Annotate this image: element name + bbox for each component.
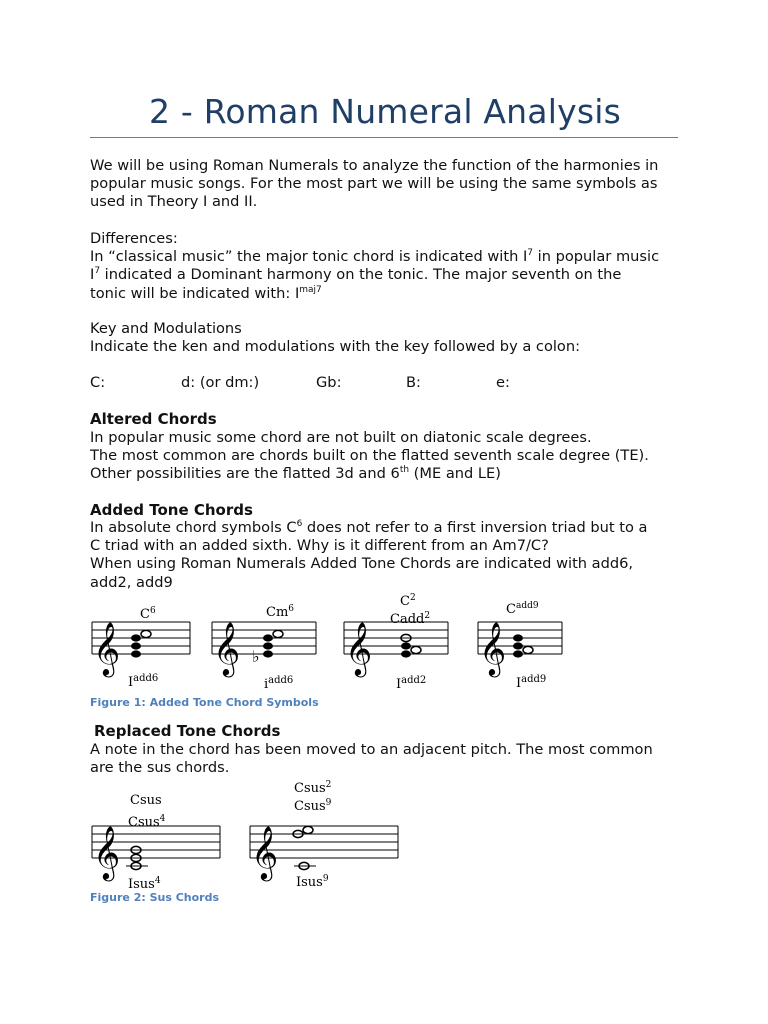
flat-sign-icon: ♭: [252, 647, 260, 666]
added-line-3: When using Roman Numerals Added Tone Chords are indicated with add6,: [90, 555, 634, 573]
altered-line-3: Other possibilities are the flatted 3d and 6th (ME and LE): [90, 465, 501, 483]
chord-staff: [212, 604, 316, 692]
chord-symbol-label: $C^{add9}$: [506, 601, 539, 617]
chord-symbol-alt-label: Csus$^4$: [128, 814, 166, 830]
figure-2-caption: Figure 2: Sus Chords: [90, 891, 220, 904]
roman-numeral-label: $I^{add9}$: [516, 674, 547, 691]
roman-numeral-label: Isus$^9$: [296, 874, 329, 890]
key-example: Gb:: [316, 374, 342, 391]
key-example: C:: [90, 374, 106, 391]
keys-description: Indicate the ken and modulations with the key followed by a colon:: [90, 338, 581, 356]
roman-numeral-label: $i^{add6}$: [264, 675, 294, 692]
page-title: 2 - Roman Numeral Analysis: [149, 92, 621, 131]
differences-paragraph: [90, 230, 690, 303]
keys-label: Key and Modulations: [90, 320, 242, 337]
intro-line-2: popular music songs. For the most part we will be using the same symbols as: [90, 175, 658, 193]
key-example: e:: [496, 374, 510, 391]
roman-numeral-label: $I^{add2}$: [396, 675, 427, 692]
keys-paragraph: [90, 320, 690, 356]
chord-symbol-label: Cm$^6$: [266, 604, 295, 620]
treble-clef-icon: 𝄞: [345, 621, 373, 675]
differences-line-3: tonic will be indicated with: $I^{maj7}$: [90, 284, 322, 302]
chord-staff: [250, 780, 398, 890]
key-example: d: (or dm:): [181, 374, 260, 391]
chord-staff: [344, 593, 448, 692]
added-line-4: add2, add9: [90, 573, 173, 591]
altered-line-1: In popular music some chord are not built on diatonic scale degrees.: [90, 429, 592, 446]
chord-symbol-label: $C^2$: [400, 593, 416, 609]
chord-staff: [478, 601, 562, 691]
roman-numeral-label: $I^{add6}$: [128, 673, 159, 690]
treble-clef-icon: 𝄞: [93, 825, 121, 879]
chord-staff: [92, 606, 190, 690]
replaced-line-2: are the sus chords.: [90, 759, 230, 777]
figure-1-caption: Figure 1: Added Tone Chord Symbols: [90, 696, 319, 709]
altered-chords-heading: Altered Chords: [90, 410, 217, 428]
key-example: B:: [406, 374, 421, 391]
roman-numeral-label: Isus$^4$: [128, 876, 161, 890]
key-examples-row: [90, 374, 690, 394]
intro-line-3: used in Theory I and II.: [90, 193, 258, 211]
figure-2-image: [90, 778, 402, 890]
added-line-1: In absolute chord symbols $C^6$ does not refer to a first inversion triad but to a: [90, 519, 648, 536]
chord-symbol-alt-label: Csus$^9$: [294, 798, 332, 814]
treble-clef-icon: 𝄞: [93, 621, 121, 675]
title-divider: [90, 137, 678, 138]
added-tone-heading: Added Tone Chords: [90, 501, 253, 519]
treble-clef-icon: 𝄞: [479, 621, 507, 675]
treble-clef-icon: 𝄞: [213, 621, 241, 675]
chord-symbol-label: Csus$^2$: [294, 780, 332, 796]
replaced-tone-paragraph: [90, 741, 690, 777]
chord-staff: [92, 793, 220, 890]
figure-1-image: [90, 592, 565, 696]
differences-line-2: $I^7$ indicated a Dominant harmony on the tonic. The major seventh on the: [90, 266, 622, 284]
chord-symbol-alt-label: Cadd$^2$: [390, 611, 431, 627]
altered-chords-paragraph: [90, 429, 690, 484]
intro-paragraph: [90, 157, 690, 212]
figure-1-notation: [90, 592, 565, 700]
replaced-tone-heading: Replaced Tone Chords: [94, 722, 281, 740]
treble-clef-icon: 𝄞: [251, 825, 279, 879]
chord-symbol-label: Csus: [130, 793, 162, 808]
altered-line-2: The most common are chords built on the flatted seventh scale degree (TE).: [90, 447, 649, 465]
added-line-2: C triad with an added sixth. Why is it different from an Am7/C?: [90, 537, 549, 555]
intro-line-1: We will be using Roman Numerals to analyze the function of the harmonies in: [90, 157, 659, 174]
replaced-line-1: A note in the chord has been moved to an adjacent pitch. The most common: [90, 741, 653, 758]
differences-label: Differences:: [90, 230, 178, 247]
differences-line-1: In “classical music” the major tonic chord is indicated with $I^7$ in popular music: [90, 248, 660, 266]
figure-2-notation: [90, 778, 402, 894]
chord-symbol-label: $C^6$: [140, 606, 156, 622]
added-tone-paragraph: [90, 519, 690, 592]
